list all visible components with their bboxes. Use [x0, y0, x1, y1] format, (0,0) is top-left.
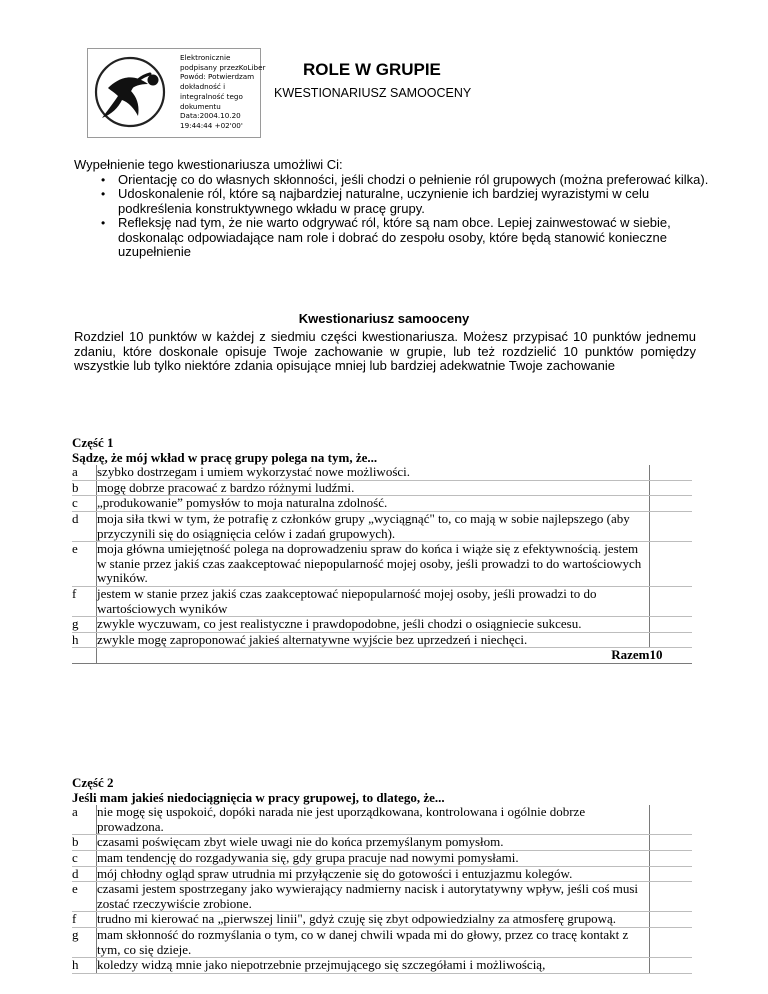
item-letter: e — [72, 542, 97, 587]
item-text: zwykle mogę zaproponować jakieś alternatywne wyjście bez uprzedzeń i niechęci. — [97, 632, 650, 648]
item-letter: c — [72, 496, 97, 512]
score-cell[interactable] — [650, 958, 693, 974]
score-cell[interactable] — [650, 912, 693, 928]
total-value: 10 — [650, 648, 693, 664]
answer-table — [72, 465, 692, 664]
part-question: Sądzę, że mój wkład w pracę grupy polega na tym, że... — [72, 449, 378, 465]
score-cell[interactable] — [650, 511, 693, 541]
signature-line: podpisany przezKoLiber — [180, 62, 266, 72]
table-row — [72, 835, 692, 851]
table-row — [72, 496, 692, 512]
score-cell[interactable] — [650, 480, 693, 496]
part-question: Jeśli mam jakieś niedociągnięcia w pracy grupowej, to dlatego, że... — [72, 789, 445, 805]
score-cell[interactable] — [650, 805, 693, 835]
item-text: czasami jestem spostrzegany jako wywierający nadmierny nacisk i autorytatywny wpływ, jeśli coś musi zostać rzeczywiście zrobione. — [97, 882, 650, 912]
item-letter: g — [72, 617, 97, 633]
total-row — [72, 648, 692, 664]
signature-line: integralność tego — [180, 91, 243, 101]
score-cell[interactable] — [650, 617, 693, 633]
item-text: mój chłodny ogląd spraw utrudnia mi przyłączenie się do gotowości i entuzjazmu kolegów. — [97, 866, 650, 882]
item-text: jestem w stanie przez jakiś czas zaakceptować niepopularność mojej osoby, jeśli prowadzi to do wartościowych wyników — [97, 586, 650, 616]
intro-section — [74, 158, 724, 260]
intro-bullet: • Refleksję nad tym, że nie warto odgrywać ról, które są nam obce. Lepiej zainwestować w siebie, doskonaląc odpowiadające nam role i dobrać do zespołu osoby, które będą stanowić konieczne uzupełnienie — [118, 216, 724, 260]
signature-line: 19:44:44 +02'00' — [180, 120, 243, 130]
table-row — [72, 511, 692, 541]
score-cell[interactable] — [650, 496, 693, 512]
item-letter: d — [72, 511, 97, 541]
intro-bullet: • Udoskonalenie ról, które są najbardziej naturalne, uczynienie ich bardziej wyrazistymi w celu podkreślenia konstruktywnego wkładu w pracę grupy. — [118, 187, 724, 216]
document-subtitle: KWESTIONARIUSZ SAMOOCENY — [274, 86, 472, 100]
item-letter: h — [72, 958, 97, 974]
score-cell[interactable] — [650, 835, 693, 851]
score-cell[interactable] — [650, 542, 693, 587]
intro-bullet: • Orientację co do własnych skłonności, jeśli chodzi o pełnienie ról grupowych (można preferować kilka). — [118, 173, 724, 188]
signature-line: Powód: Potwierdzam — [180, 72, 255, 82]
instructions-paragraph: Rozdziel 10 punktów w każdej z siedmiu części kwestionariusza. Możesz przypisać 10 punktów jednemu zdaniu, które doskonale opisuje Twoje zachowanie w grupie, lub też rozdzielić 10 punktów pomiędzy wszystkie lub tylko niektóre zdania opisujące mniej lub bardziej adekwatnie Twoje zachowanie — [74, 329, 696, 373]
total-label: Razem — [97, 648, 650, 664]
item-letter: e — [72, 882, 97, 912]
table-row — [72, 912, 692, 928]
item-text: mogę dobrze pracować z bardzo różnymi ludźmi. — [97, 480, 650, 496]
item-text: mam tendencję do rozgadywania się, gdy grupa pracuje nad nowymi pomysłami. — [97, 850, 650, 866]
item-text: szybko dostrzegam i umiem wykorzystać nowe możliwości. — [97, 465, 650, 480]
table-row — [72, 586, 692, 616]
item-letter: a — [72, 805, 97, 835]
item-text: trudno mi kierować na „pierwszej linii", gdyż czuję się zbyt odpowiedzialny za atmosferę grupową. — [97, 912, 650, 928]
total-spacer — [72, 648, 97, 664]
table-row — [72, 805, 692, 835]
table-row — [72, 882, 692, 912]
score-cell[interactable] — [650, 882, 693, 912]
table-row — [72, 617, 692, 633]
table-row — [72, 927, 692, 957]
signature-line: Data:2004.10.20 — [180, 111, 241, 121]
part-2 — [72, 776, 692, 974]
table-row — [72, 480, 692, 496]
section-title: Kwestionariusz samooceny — [298, 311, 470, 326]
item-letter: b — [72, 835, 97, 851]
answer-table — [72, 805, 692, 974]
item-letter: b — [72, 480, 97, 496]
runner-logo-icon — [90, 52, 176, 134]
part-1 — [72, 436, 692, 664]
item-letter: g — [72, 927, 97, 957]
score-cell[interactable] — [650, 465, 693, 480]
item-text: nie mogę się uspokoić, dopóki narada nie jest uporządkowana, kontrolowana i ogólnie dobrze prowadzona. — [97, 805, 650, 835]
intro-lead: Wypełnienie tego kwestionariusza umożliwi Ci: — [74, 157, 343, 172]
item-text: czasami poświęcam zbyt wiele uwagi nie do końca przemyślanym pomysłom. — [97, 835, 650, 851]
item-text: moja siła tkwi w tym, że potrafię z członków grupy „wyciągnąć" to, co mają w sobie najlepszego (aby przyczynili się do osiągnięcia celów i zadań grupowych). — [97, 511, 650, 541]
item-text: moja główna umiejętność polega na doprowadzeniu spraw do końca i wiąże się z efektywnością. jestem w stanie przez jakiś czas zaakceptować niepopularność mojej osoby, jeśli prowadzi to do wartościowych wyników. — [97, 542, 650, 587]
score-cell[interactable] — [650, 586, 693, 616]
item-letter: h — [72, 632, 97, 648]
part-heading: Część 2 — [72, 775, 114, 790]
table-row — [72, 542, 692, 587]
item-letter: f — [72, 586, 97, 616]
score-cell[interactable] — [650, 927, 693, 957]
item-letter: c — [72, 850, 97, 866]
digital-signature-box — [87, 48, 266, 138]
table-row — [72, 465, 692, 480]
intro-bullet-list — [74, 173, 724, 260]
signature-line: dokładność i — [180, 82, 226, 92]
item-text: zwykle wyczuwam, co jest realistyczne i prawdopodobne, jeśli chodzi o osiągniecie sukcesu. — [97, 617, 650, 633]
part-heading: Część 1 — [72, 435, 114, 450]
item-text: koledzy widzą mnie jako niepotrzebnie przejmującego się szczegółami i możliwością, — [97, 958, 650, 974]
item-text: „produkowanie” pomysłów to moja naturalna zdolność. — [97, 496, 650, 512]
table-row — [72, 850, 692, 866]
table-row — [72, 866, 692, 882]
score-cell[interactable] — [650, 850, 693, 866]
signature-line: Elektronicznie — [180, 53, 231, 62]
item-letter: f — [72, 912, 97, 928]
item-letter: a — [72, 465, 97, 480]
signature-line: dokumentu — [180, 101, 221, 111]
table-row — [72, 632, 692, 648]
table-row — [72, 958, 692, 974]
score-cell[interactable] — [650, 866, 693, 882]
item-text: mam skłonność do rozmyślania o tym, co w danej chwili wpada mi do głowy, przez co tracę kontakt z tym, co się dzieje. — [97, 927, 650, 957]
score-cell[interactable] — [650, 632, 693, 648]
signature-text — [180, 53, 266, 131]
document-title: ROLE W GRUPIE — [303, 60, 441, 79]
item-letter: d — [72, 866, 97, 882]
